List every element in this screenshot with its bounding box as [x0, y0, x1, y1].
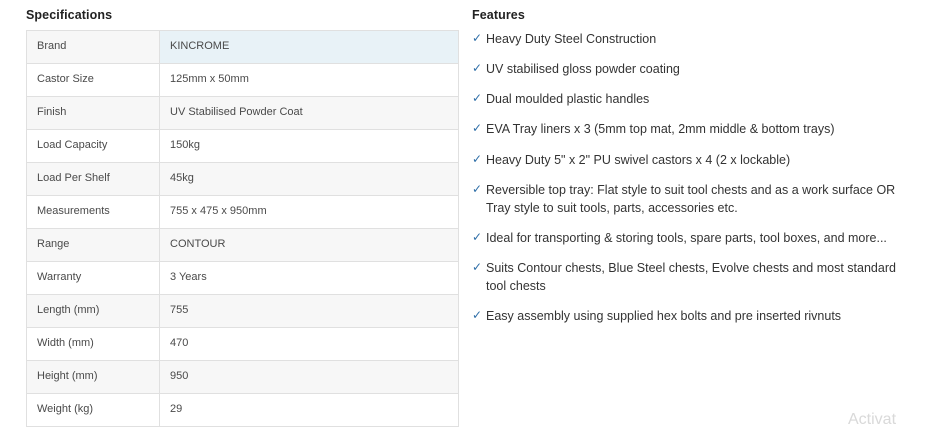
- feature-text: Dual moulded plastic handles: [486, 92, 650, 107]
- spec-key: Finish: [27, 97, 160, 130]
- table-row: [27, 328, 459, 361]
- check-icon: ✓: [472, 229, 483, 244]
- spec-key: Load Per Shelf: [27, 163, 160, 196]
- features-heading: Features: [472, 8, 525, 22]
- table-row: [27, 130, 459, 163]
- spec-value: 470: [160, 328, 459, 361]
- spec-value: CONTOUR: [160, 229, 459, 262]
- specifications-table-body: [27, 31, 459, 427]
- list-item: [472, 60, 898, 78]
- spec-key: Weight (kg): [27, 394, 160, 427]
- feature-text: Heavy Duty Steel Construction: [486, 32, 657, 46]
- spec-key: Warranty: [27, 262, 160, 295]
- list-item: [472, 151, 898, 169]
- table-row: [27, 64, 459, 97]
- table-row: [27, 97, 459, 130]
- feature-text: EVA Tray liners x 3 (5mm top mat, 2mm middle & bottom trays): [486, 122, 835, 137]
- check-icon: ✓: [472, 151, 483, 166]
- spec-value: 3 Years: [160, 262, 459, 295]
- check-icon: ✓: [472, 121, 483, 136]
- table-row: [27, 163, 459, 196]
- feature-text: Easy assembly using supplied hex bolts and pre inserted rivnuts: [486, 309, 842, 324]
- feature-text: Suits Contour chests, Blue Steel chests, Evolve chests and most standard tool chests: [486, 261, 896, 294]
- table-row: [27, 361, 459, 394]
- check-icon: ✓: [472, 91, 483, 106]
- spec-value: UV Stabilised Powder Coat: [160, 97, 459, 130]
- spec-key: Height (mm): [27, 361, 160, 394]
- list-item: [472, 120, 898, 138]
- list-item: [472, 229, 898, 247]
- spec-value: 950: [160, 361, 459, 394]
- spec-value: 29: [160, 394, 459, 427]
- spec-key: Measurements: [27, 196, 160, 229]
- spec-key: Load Capacity: [27, 130, 160, 163]
- specifications-column: [0, 8, 470, 435]
- spec-value: 150kg: [160, 130, 459, 163]
- features-column: [470, 8, 928, 435]
- list-item: [472, 259, 898, 295]
- check-icon: ✓: [472, 61, 483, 76]
- spec-value: 755: [160, 295, 459, 328]
- spec-key: Brand: [27, 31, 160, 64]
- check-icon: ✓: [472, 31, 483, 45]
- features-list: [472, 30, 898, 325]
- activation-watermark: Activat: [848, 411, 897, 428]
- table-row: [27, 262, 459, 295]
- spec-key: Castor Size: [27, 64, 160, 97]
- list-item: [472, 181, 898, 217]
- feature-text: Heavy Duty 5" x 2" PU swivel castors x 4 (2 x lockable): [486, 152, 791, 167]
- spec-key: Range: [27, 229, 160, 262]
- check-icon: ✓: [472, 260, 483, 274]
- list-item: [472, 307, 898, 325]
- spec-value: KINCROME: [160, 31, 459, 64]
- list-item: [472, 30, 898, 48]
- feature-text: Ideal for transporting & storing tools, spare parts, tool boxes, and more...: [486, 230, 887, 245]
- specifications-heading: Specifications: [26, 8, 113, 22]
- specifications-table: [26, 30, 459, 427]
- table-row: [27, 394, 459, 427]
- feature-text: UV stabilised gloss powder coating: [486, 62, 680, 77]
- table-row: [27, 31, 459, 64]
- table-row: [27, 295, 459, 328]
- table-row: [27, 196, 459, 229]
- spec-key: Length (mm): [27, 295, 160, 328]
- spec-value: 125mm x 50mm: [160, 64, 459, 97]
- spec-value: 755 x 475 x 950mm: [160, 196, 459, 229]
- feature-text: Reversible top tray: Flat style to suit tool chests and as a work surface OR Tray style to suit tools, parts, accessories etc.: [486, 182, 896, 215]
- check-icon: ✓: [472, 181, 483, 196]
- check-icon: ✓: [472, 308, 483, 323]
- list-item: [472, 90, 898, 108]
- table-row: [27, 229, 459, 262]
- spec-key: Width (mm): [27, 328, 160, 361]
- spec-value: 45kg: [160, 163, 459, 196]
